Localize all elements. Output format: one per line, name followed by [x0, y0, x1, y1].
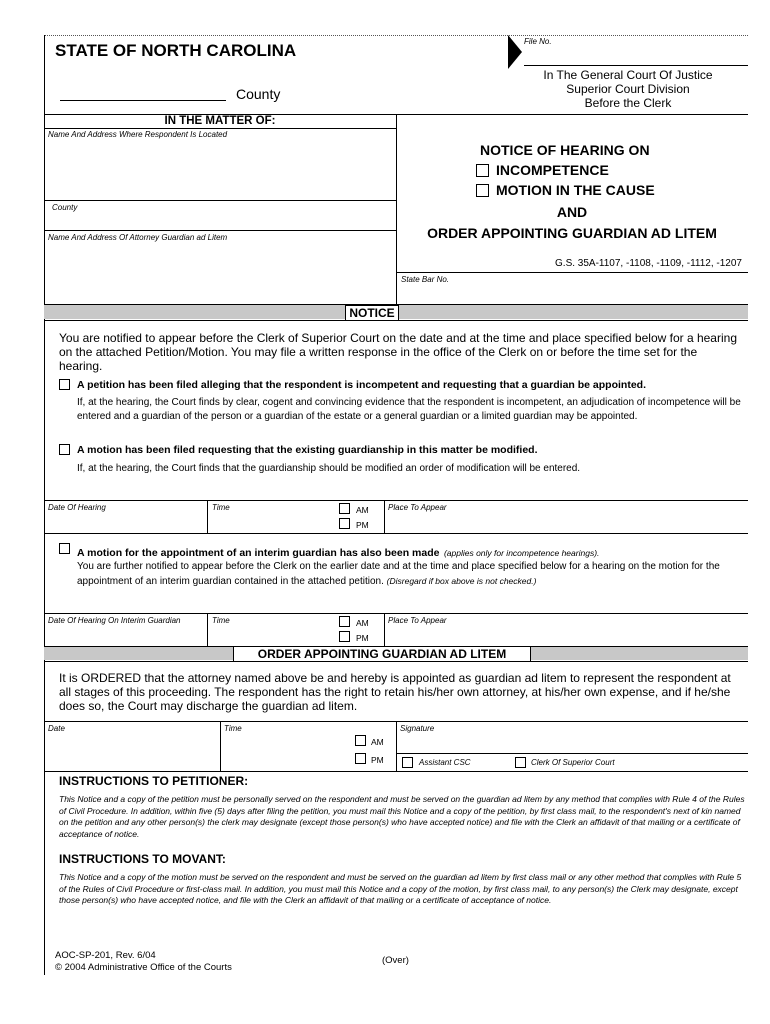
motion-in-cause-checkbox[interactable]	[476, 184, 489, 197]
matter-county-label: County	[52, 203, 78, 212]
statute: G.S. 35A-1107, -1108, -1109, -1112, -1207	[555, 258, 742, 269]
order-bar-bottom	[44, 661, 748, 662]
form-number: AOC-SP-201, Rev. 6/04	[55, 950, 156, 961]
petitioner-text: This Notice and a copy of the petition must be personally served on the respondent and must be served on the guardian ad litem by any method that complies with Rule 4 of the Rules of Civil Procedure. In addition, within five (5) days after filing the petition, you must mail this Notice and a copy of the petition, by first class mail, to the respondent's next of kin named on the petition and any other person(s) the clerk may designate (except those person(s) who have accepted notice) and file with the Clerk an affidavit of that mailing or a certificate of acceptance of notice.	[59, 794, 745, 839]
interim-checkbox[interactable]	[59, 543, 70, 554]
hearing-am-checkbox[interactable]	[339, 503, 350, 514]
attorney-field[interactable]	[46, 244, 394, 302]
interim-time-label: Time	[212, 616, 230, 625]
file-no-arrow-icon	[508, 35, 522, 69]
state-bar-line	[396, 272, 748, 273]
order-pm-label: PM	[371, 755, 384, 765]
sig-col-2	[396, 721, 397, 771]
hearing-col-1	[207, 500, 208, 533]
modify-bold: A motion has been filed requesting that the existing guardianship in this matter be modified.	[77, 444, 538, 456]
interim-am-checkbox[interactable]	[339, 616, 350, 627]
movant-text: This Notice and a copy of the motion must be served on the respondent and must be served on the guardian ad litem by first class mail or any other method that complies with Rule 5 of the Rules of Civil Procedure or first-class mail. In addition, you must mail this Notice and a copy of the motion, by first class mail, to any person(s) the Clerk may designate, except those person(s) who have accepted notice, and file with the Clerk an affidavit of that mailing or a certificate of acceptance of notice.	[59, 872, 742, 905]
notice-intro: You are notified to appear before the Clerk of Superior Court on the date and at the time and place specified below for a hearing on the attached Petition/Motion. You may file a written response in the office of the Clerk on or before the time set for the hearing.	[59, 331, 737, 373]
incompetence-checkbox[interactable]	[476, 164, 489, 177]
hearing-col-2	[384, 500, 385, 533]
order-date-label: Date	[48, 724, 65, 733]
interim-row-top	[44, 613, 748, 614]
interim-am-label: AM	[356, 618, 369, 628]
interim-line	[77, 543, 599, 561]
copyright: © 2004 Administrative Office of the Courts	[55, 962, 232, 973]
hearing-am-label: AM	[356, 505, 369, 515]
county-field[interactable]	[60, 86, 226, 101]
state-title: STATE OF NORTH CAROLINA	[55, 41, 297, 60]
interim-disregard: (Disregard if box above is not checked.)	[386, 576, 537, 586]
signature-field[interactable]	[400, 735, 746, 751]
form-title-and: AND	[556, 204, 588, 220]
court-line-1: In The General Court Of Justice	[543, 68, 713, 82]
respondent-address-field[interactable]	[46, 141, 394, 199]
left-border	[44, 35, 45, 975]
motion-in-cause-label: MOTION IN THE CAUSE	[496, 182, 655, 198]
order-am-label: AM	[371, 737, 384, 747]
incompetence-label: INCOMPETENCE	[496, 162, 609, 178]
hearing-place-label: Place To Appear	[388, 503, 447, 512]
sig-row-bottom	[44, 771, 748, 772]
footer-form-info	[55, 950, 232, 974]
court-line-3: Before the Clerk	[584, 96, 672, 110]
petition-checkbox[interactable]	[59, 379, 70, 390]
hearing-pm-checkbox[interactable]	[339, 518, 350, 529]
petition-bold: A petition has been filed alleging that the respondent is incompetent and requesting that a guardian be appointed.	[77, 379, 646, 391]
top-border	[44, 35, 748, 36]
order-am-checkbox[interactable]	[355, 735, 366, 746]
interim-bold: A motion for the appointment of an interim guardian has also been made	[77, 547, 440, 559]
order-pm-checkbox[interactable]	[355, 753, 366, 764]
attorney-label: Name And Address Of Attorney Guardian ad Litem	[48, 233, 228, 242]
county-row-line	[44, 200, 396, 201]
interim-place-label: Place To Appear	[388, 616, 447, 625]
interim-col-1	[207, 613, 208, 646]
sig-col-1	[220, 721, 221, 771]
interim-date-label: Date Of Hearing On Interim Guardian	[48, 616, 181, 625]
notice-heading: NOTICE	[345, 305, 399, 321]
interim-text: You are further notified to appear before the Clerk on the earlier date and at the time and place specified below for a hearing on the motion for the appointment of an interim guardian contained in the attached petition.	[77, 561, 720, 587]
signature-label: Signature	[400, 724, 435, 733]
interim-pm-label: PM	[356, 633, 369, 643]
over-label: (Over)	[382, 955, 409, 966]
petition-text: If, at the hearing, the Court finds by clear, cogent and convincing evidence that the respondent is incompetent, an adjudication of incompetence will be entered and a guardian of the person or a guardian of the estate or a general guardian or a limited guardian may be appointed.	[77, 397, 741, 422]
interim-note: (applies only for incompetence hearings).	[443, 548, 600, 558]
respondent-address-label: Name And Address Where Respondent Is Located	[48, 130, 228, 139]
court-line-2: Superior Court Division	[566, 82, 690, 96]
interim-text-block	[77, 560, 741, 589]
clerk-label: Clerk Of Superior Court	[531, 758, 615, 767]
form-title-line1: NOTICE OF HEARING ON	[480, 142, 650, 158]
interim-col-2	[384, 613, 385, 646]
movant-title: INSTRUCTIONS TO MOVANT:	[59, 852, 226, 866]
file-no-line	[524, 65, 748, 66]
signature-line	[396, 753, 748, 754]
hearing-pm-label: PM	[356, 520, 369, 530]
petitioner-title: INSTRUCTIONS TO PETITIONER:	[59, 774, 249, 788]
assistant-csc-label: Assistant CSC	[419, 758, 471, 767]
modify-text: If, at the hearing, the Court finds that the guardianship should be modified an order of modification will be entered.	[77, 463, 581, 474]
modify-checkbox[interactable]	[59, 444, 70, 455]
form-title-line2: ORDER APPOINTING GUARDIAN AD LITEM	[427, 225, 717, 241]
county-label: County	[236, 86, 281, 102]
clerk-checkbox[interactable]	[515, 757, 526, 768]
order-text: It is ORDERED that the attorney named above be and hereby is appointed as guardian ad litem to represent the respondent at all stages of this proceeding. The respondent has the right to retain his/her own attorney, at his/her own expense, and if he/she does so, the Court may discharge the guardian ad litem.	[59, 671, 731, 713]
matter-title: IN THE MATTER OF:	[164, 115, 276, 127]
notice-bar-bottom	[44, 320, 748, 321]
court-info	[508, 68, 748, 110]
attorney-row-line	[44, 230, 396, 231]
order-heading: ORDER APPOINTING GUARDIAN AD LITEM	[233, 646, 531, 662]
assistant-csc-checkbox[interactable]	[402, 757, 413, 768]
order-time-label: Time	[224, 724, 242, 733]
matter-title-line	[44, 128, 396, 129]
hearing-time-label: Time	[212, 503, 230, 512]
hearing-date-label: Date Of Hearing	[48, 503, 106, 512]
state-bar-label: State Bar No.	[401, 275, 450, 284]
hearing-row-top	[44, 500, 748, 501]
file-no-label: File No.	[524, 37, 552, 46]
interim-pm-checkbox[interactable]	[339, 631, 350, 642]
hearing-row-bottom	[44, 533, 748, 534]
